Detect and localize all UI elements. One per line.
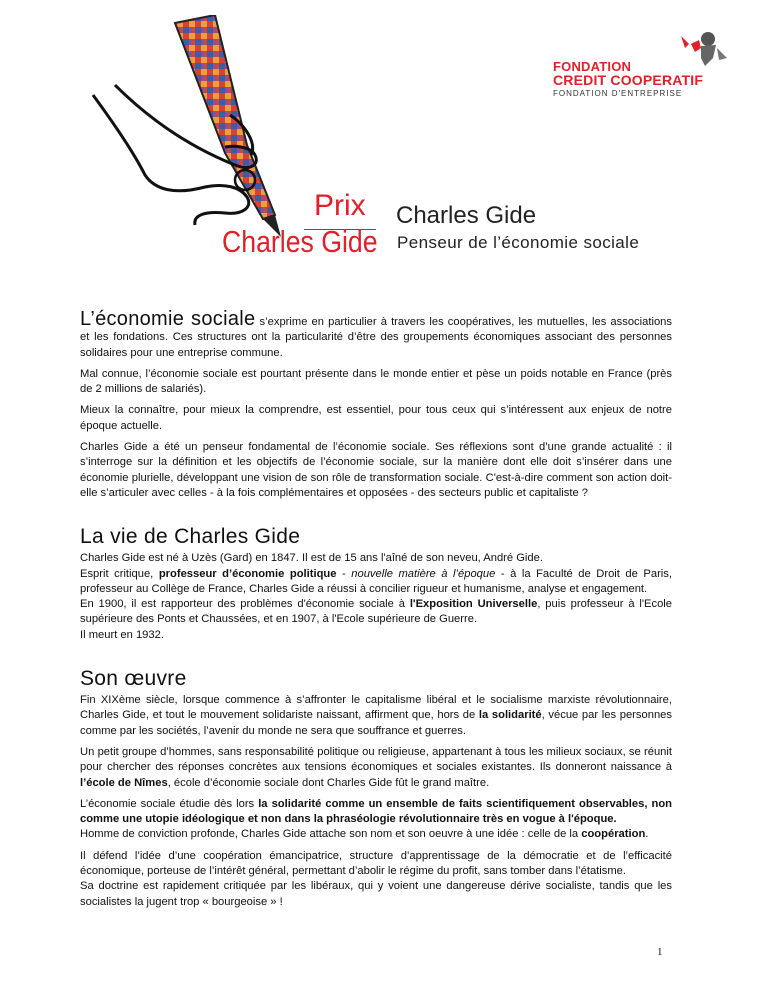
vie-text: Esprit critique, — [80, 567, 159, 580]
oeuvre-paragraph-2 — [80, 745, 672, 791]
intro-paragraph-1 — [80, 308, 672, 361]
oeuvre-bold: la solidarité — [478, 709, 542, 722]
vie-bold: l'Exposition Universelle — [409, 598, 538, 611]
vie-line-1: Charles Gide est né à Uzès (Gard) en 1847. Il est de 15 ans l'aîné de son neveu, André Gide. — [80, 552, 543, 565]
intro-heading: L’économie sociale — [80, 308, 256, 330]
vie-text: - — [336, 567, 352, 580]
fondation-credit-cooperatif-logo — [543, 30, 738, 100]
document-subtitle: Penseur de l’économie sociale — [397, 233, 640, 252]
prize-word: Prix — [314, 189, 366, 222]
section-gap — [80, 507, 672, 525]
logo-line-1: FONDATION — [553, 59, 632, 74]
vie-paragraph-2 — [80, 567, 672, 598]
oeuvre-text: Un petit groupe d’hommes, sans responsabilité politique ou religieuse, appartenant à tous les milieux sociaux, se réunit pour chercher des réponses concrètes aux tensions économiques et sociales existantes. Ils donneront naissance à — [80, 745, 672, 774]
logo-line-2: CREDIT COOPERATIF — [553, 72, 704, 88]
page-number: 1 — [657, 946, 663, 958]
oeuvre-bold: l’école de Nîmes — [80, 776, 168, 789]
vie-text: - à la Faculté de Droit de Paris, professeur au Collège de France, Charles Gide a réussi à concilier rigueur et humanisme, analyse et engagement. — [80, 567, 672, 595]
oeuvre-text: , école d’économie sociale dont Charles Gide fût le grand maître. — [167, 776, 490, 789]
intro-paragraph-4: Charles Gide a été un penseur fondamental de l’économie sociale. Ses réflexions sont d’une grande actualité : il s’interroge sur la définition et les objectifs de l’économie sociale, sur la manière dont elle doit s’insérer dans une économie plurielle, développant une vision de son rôle de transformation sociale. C'est-à-dire comment son action doit-elle s’articuler avec celles - à la fois complémentaires et opposées - des secteurs public et capitaliste ? — [80, 441, 672, 499]
oeuvre-text: Fin XIXème siècle, lorsque commence à s’affronter le capitalisme libéral et le socialisme marxiste révolutionnaire, Charles Gide, et tout le mouvement solidariste naissant, affirment que, hors de — [80, 694, 672, 722]
oeuvre-paragraph-5: Sa doctrine est rapidement critiquée par les libéraux, qui y voient une dangereuse dérive socialiste, tandis que les socialistes la jugent trop « bourgeoise » ! — [80, 880, 672, 908]
vie-italic: nouvelle matière à l’époque — [351, 567, 496, 580]
intro-p1-text: s’exprime en particulier à travers les coopératives, les mutuelles, les associations et les fondations. Ces structures ont la particularité d’être des groupements économiques associant des personnes solidaires pour une entreprise commune. — [80, 316, 672, 359]
logo-line-3: FONDATION D'ENTREPRISE — [553, 89, 683, 98]
vie-text: , puis professeur à l'Ecole supérieure des Ponts et Chaussées, et en 1907, à l'Ecole supérieure de Guerre. — [80, 598, 672, 626]
hand-pen-illustration — [75, 15, 315, 245]
vie-heading: La vie de Charles Gide — [80, 525, 301, 549]
oeuvre-text: Homme de conviction profonde, Charles Gide attache son nom et son oeuvre à une idée : celle de la — [80, 828, 582, 841]
vie-paragraph-3 — [80, 597, 672, 628]
vie-text: En 1900, il est rapporteur des problèmes d'économie sociale à — [80, 598, 410, 611]
vie-bold: professeur d’économie politique — [158, 567, 337, 580]
oeuvre-text: , vécue par les personnes comme par les sociétés, l’avenir du monde ne sera que souffrance et guerres. — [80, 709, 672, 737]
vie-line-4: Il meurt en 1932. — [80, 628, 164, 641]
oeuvre-text: . — [645, 828, 649, 841]
oeuvre-heading: Son œuvre — [80, 667, 187, 691]
logo-figures-icon — [661, 30, 731, 70]
oeuvre-paragraph-3 — [80, 797, 672, 828]
oeuvre-paragraph-3b — [80, 827, 672, 842]
oeuvre-text: L’économie sociale étudie dès lors — [80, 797, 259, 810]
intro-paragraph-2: Mal connue, l’économie sociale est pourtant présente dans le monde entier et pèse un poids notable en France (près de 2 millions de salariés). — [80, 367, 672, 396]
oeuvre-bold: la solidarité comme un ensemble de faits scientifiquement observables, non comme une utopie idéologique et non dans la phraséologie révolutionnaire très en vogue à l'époque. — [80, 797, 672, 826]
oeuvre-paragraph-1 — [80, 693, 672, 739]
document-title: Charles Gide — [396, 202, 537, 229]
main-content — [80, 308, 672, 916]
prize-name: Charles Gide — [222, 224, 378, 259]
intro-paragraph-3: Mieux la connaître, pour mieux la comprendre, est essentiel, pour tous ceux qui s’intéressent aux enjeux de notre époque actuelle. — [80, 404, 672, 432]
oeuvre-paragraph-4: Il défend l’idée d’une coopération émancipatrice, structure d’apprentissage de la démocratie et de l’efficacité économique, porteuse de l’intérêt général, permettant d’abolir le régime du profit, sans tomber dans l’étatisme. — [80, 849, 672, 878]
oeuvre-bold: coopération — [581, 828, 646, 841]
section-gap — [80, 649, 672, 667]
